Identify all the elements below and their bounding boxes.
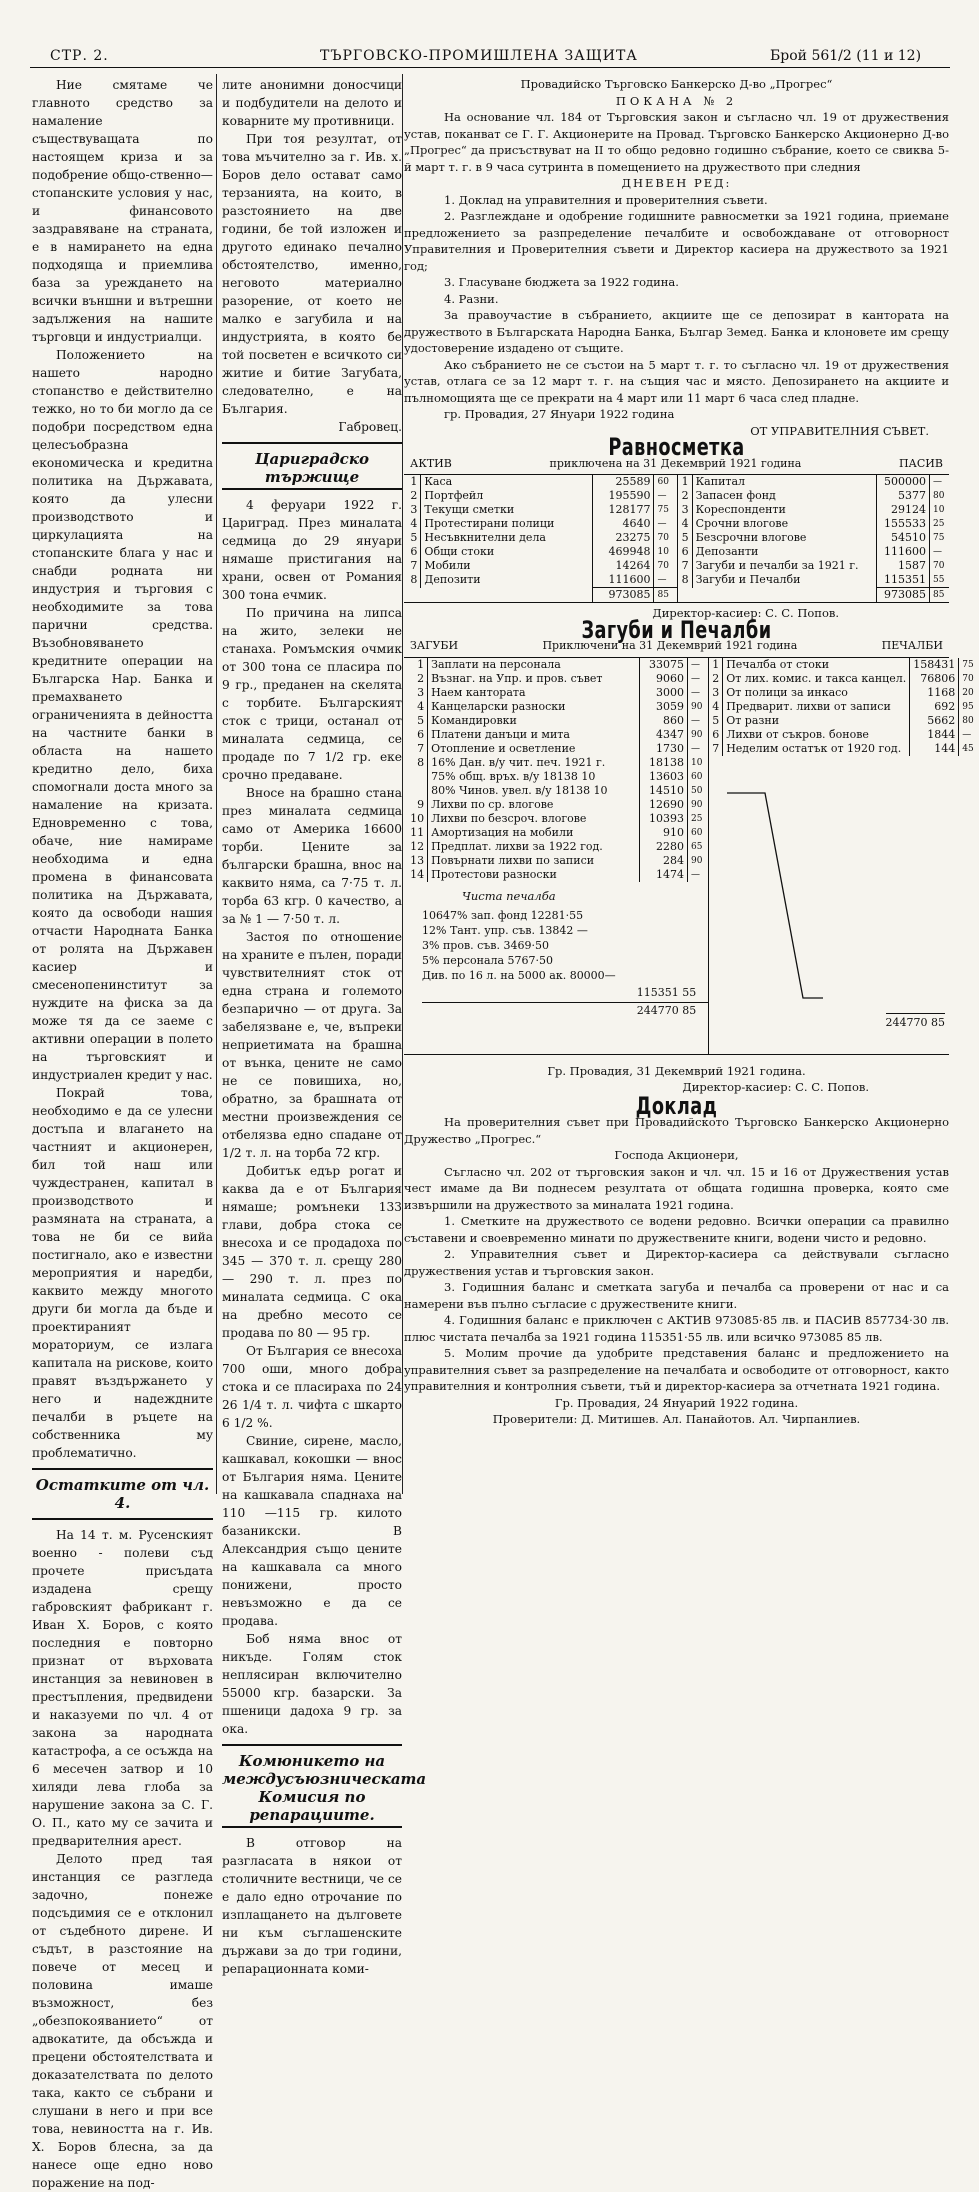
table-row [677,503,949,517]
row-number: 14 [410,867,425,881]
net-profit-line: 5% персонала 5767·50 [422,954,554,967]
row-number: 3 [410,503,418,516]
table-row [677,475,949,489]
row-amount-st: 25 [687,812,708,826]
pl-title: Загуби и Печалби [581,615,772,644]
row-amount-lv: 9060 [639,672,687,686]
auditors: Проверители: Д. Митишев. Ал. Панайотов. Ал. Чирпанлиев. [492,1412,861,1426]
total-row [677,588,949,603]
report-subtitle: На проверителния съвет при Провадийското Търговско Банкерско Акционерно Дружество „Прогрес.“ [404,1115,949,1146]
row-amount-lv: 115351 [876,573,929,588]
table-row [404,784,708,798]
row-number: 6 [681,545,689,558]
section-divider [222,1826,402,1828]
byline: Габровец. [338,420,402,434]
row-amount-lv: 10393 [639,812,687,826]
row-amount-lv: 18138 [639,756,687,770]
total-amount-st: 85 [654,588,677,603]
net-profit-total: 115351 55 [636,986,697,999]
row-amount-st: 80 [930,489,950,503]
row-number: 9 [417,797,425,811]
table-row [677,545,949,559]
director-signature: Директор-касиер: С. С. Попов. [682,1080,869,1094]
row-amount-lv: 144 [910,742,959,756]
row-number: 3 [712,685,720,699]
issue-number: Брой 561/2 (11 и 12) [770,48,922,64]
table-row [404,756,708,770]
row-number: 4 [410,517,418,530]
agenda-item: 1. Доклад на управителния и проверителния съвети. [444,192,768,207]
row-amount-st: 80 [959,714,977,728]
table-row [404,475,677,489]
company-notices [404,76,974,1428]
paragraph: От България се внесоха 700 оши, много добра стока и се пласираха по 24 26 1/4 т. л. чифта с шкарто 6 1/2 %. [222,1344,402,1430]
column-1 [32,76,213,2192]
row-amount-lv: 284 [639,854,687,868]
paragraph: Добитък едър рогат и каква да е от България нямаше; ромънеки 133 глави, добра стока се внесоха и се продадоха по 345 — 370 т. л. срещу 280 — 290 т. л. през по миналата седмица. С ока на дребно месото се продава по 80 — 95 гр. [222,1164,402,1340]
row-number [404,770,428,784]
row-number: 7 [410,559,418,572]
header-rule [30,67,950,68]
agenda-item: 2. Разглеждане и одобрение годишните равносметки за 1921 година, приемане предложението за разпределение печалбите и освобождаване от отговорност Управителния и Проверителния съвети и Директор касиера на дружеството за 1921 год; [404,209,949,273]
row-amount-st: — [687,672,708,686]
section-divider [32,1518,213,1520]
table-row [404,517,677,531]
row-label: Платени данъци и мита [428,728,639,742]
row-label: Несъвкнителни дела [421,531,593,545]
row-number: 4 [712,699,720,713]
total-amount-lv: 973085 [593,588,654,603]
section-divider [32,1468,213,1470]
table-row [404,559,677,573]
agenda-title: ДНЕВЕН РЕД: [621,176,732,190]
row-number [404,784,428,798]
row-amount-st: — [959,728,977,742]
table-row [404,770,708,784]
row-amount-st: 70 [930,559,950,573]
row-label: Общи стоки [421,545,593,559]
section-heading: Цариградско тържище [255,450,369,486]
row-amount-lv: 12690 [639,798,687,812]
row-amount-lv: 5377 [876,489,929,503]
row-number: 3 [681,503,689,516]
row-label: Срочни влогове [692,517,876,531]
row-label: Безсрочни влогове [692,531,876,545]
row-amount-st: 55 [930,573,950,588]
row-amount-st: — [687,714,708,728]
paragraph: На 14 т. м. Русенският военно - полеви съд прочете присъдата издадена срещу габровският фабрикант г. Иван Х. Боров, с която последния е повторно признат от върховата инстанция за невиновен в престъпления, предвидени и наказуеми по чл. 4 от закона за народната катастрофа, а се осъжда на 6 месечен затвор и 10 хиляди лева глоба за нарушение закона за С. Г. О. П., като му се зачита и предварителния арест. [32,1528,213,1848]
row-amount-lv: 111600 [593,573,654,588]
row-number: 7 [712,741,720,755]
assets-table [404,475,677,602]
balance-date: приключена на 31 Декемврий 1921 година [549,456,802,470]
company-name: Провадийско Търговско Банкерско Д-во „Прогрес“ [520,77,833,91]
assets-label: АКТИВ [410,456,452,470]
table-row [404,742,708,756]
losses-label: ЗАГУБИ [410,639,459,652]
row-number: 5 [417,713,425,727]
row-amount-st: 10 [654,545,677,559]
paragraph: При тоя резултат, от това мъчително за г. Ив. х. Боров дело остават само терзанията, на които, в разстоянието на две години, бе той изложен и другото единако печално обстоятелство, именно, неговото материално разорение, от което не малко е загубила и на индустрията, в която бе той посветен е всичкото си житие и битие Загубата, следователно, е на България. [222,132,402,416]
row-amount-lv: 158431 [910,658,959,672]
row-label: Наем кантората [428,686,639,700]
paragraph: 4 феруари 1922 г. Цариград. През миналата седмица до 29 януари нямаше пристигания на храни, освен от Романия 300 тона ечмик. [222,498,402,602]
table-row [709,714,977,728]
row-label: Депозити [421,573,593,588]
profits-table [709,658,977,756]
table-row [404,489,677,503]
paragraph: Съгласно чл. 202 от търговския закон и чл. чл. 15 и 16 от Дружествения устав чест имаме да Ви поднесем резултата от общата годишна проверка, която сме извършили на дружеството за миналата 1921 година. [404,1164,949,1212]
row-amount-lv: 2280 [639,840,687,854]
row-amount-lv: 1474 [639,868,687,882]
row-amount-lv: 195590 [593,489,654,503]
row-amount-st: 75 [930,531,950,545]
paragraph: Делото пред тая инстанция се разгледа задочно, понеже подсъдимия се е отклонил от съдебното дирене. И съдът, в разстояние на повече от месец и половина имаше възможност, без „обезпокояванието“ от адвокатите, да обсъжда и прецени обстоятелствата и доказателствата по делото така, както се събрани и слушани в него и при все това, невиността на г. Ив. Х. Боров блесна, за да нанесе още едно ново поражение на под- [32,1852,213,2190]
row-number: 1 [681,475,689,488]
paragraph: Боб няма внос от никъде. Голям сток неплясиран включително 55000 кгр. базарски. За пшеници дадоха 9 гр. за ока. [222,1632,402,1736]
section-heading: Комюникето на междусъюзническата Комисия по репарациите. [222,1752,427,1824]
row-number: 6 [417,727,425,741]
section-heading: Остатките от чл. 4. [35,1476,210,1512]
profits-label: ПЕЧАЛБИ [881,639,943,652]
closing-stroke [725,783,825,1013]
spacer [404,588,421,603]
row-label: Лихви по ср. влогове [428,798,639,812]
row-number: 1 [410,475,418,488]
table-row [677,489,949,503]
table-row [404,812,708,826]
row-label: Заплати на персонала [428,658,639,672]
spacer [677,588,692,603]
row-number: 6 [712,727,720,741]
row-label: Амортизация на мобили [428,826,639,840]
row-amount-st: — [654,489,677,503]
net-profit-lines [422,908,708,1018]
liabilities-label: ПАСИВ [898,456,943,470]
page-number: СТР. 2. [50,48,109,64]
table-row [404,658,708,672]
paragraph: лите анонимни доносчици и подбудители на делото и коварните му противници. [222,78,402,128]
row-amount-st: 95 [959,700,977,714]
row-amount-lv: 54510 [876,531,929,545]
net-profit-line: 12% Тант. упр. съв. 13842 — [422,924,588,937]
place-date: Гр. Провадия, 31 Декемврий 1921 година. [547,1063,806,1078]
report-title: Доклад [635,1091,718,1120]
row-amount-st: — [687,658,708,672]
paragraph: Застоя по отношение на храните е пълен, поради чувствителният сток от една страна и големото безпарично — от друга. За забелязване е, че, въпреки неприетимата на брашна от вънка, цените не само не се повишиха, но, обратно, за брашната от местни произвеждения се отбелязва едно спадане от 1/2 т. л. на торба 72 кгр. [222,930,402,1160]
row-label: Възнаг. на Упр. и пров. съвет [428,672,639,686]
row-label: Кореспонденти [692,503,876,517]
row-amount-lv: 1844 [910,728,959,742]
row-label: Текущи сметки [421,503,593,517]
row-label: Депозанти [692,545,876,559]
row-label: Портфейл [421,489,593,503]
table-row [404,840,708,854]
row-number: 5 [410,531,418,544]
paragraph: Положението на нашето народно стопанство е действително тежко, но то би могло да се подобри посредством една целесъобразна економическа и кредитна политика на Държавата, която да улесни производството и циркулацията на стопанските блага у нас и снабди родната ни индустрия и търговия с необходимите за това парични средства. Възобновяването кредитните операции на Българска Нар. Банка и премахването ограниченията в дейността на частните банки в областа на нашето кредитно дело, биха спомогнали доста много за намаление на кризата. Едновременно с това, обаче, ние намираме необходима и една промена в финансовата политика на Държавата, която да освободи нашия отчасти Народната Банка от ролята на Държавен касиер и смесенопенинститут за нуждите на фиска за да може тя да се заеме с активни операции в полето на търговският и индустриален кредит у нас. [32,348,213,1082]
net-profit-line: Див. по 16 л. на 5000 ак. 80000— [422,969,616,982]
row-number: 1 [712,657,720,671]
row-amount-st: 70 [654,559,677,573]
row-amount-lv: 3000 [639,686,687,700]
paragraph: 4. Годишния баланс е приключен с АКТИВ 973085·85 лв. и ПАСИВ 857734·30 лв. плюс чистата печалба за 1921 година 115351·55 лв. или всичко 973085 85 лв. [404,1313,949,1344]
row-label: Неделим остатък от 1920 год. [723,742,910,756]
net-profit-line: 3% пров. съв. 3469·50 [422,939,549,952]
row-amount-lv: 4640 [593,517,654,531]
row-amount-lv: 23275 [593,531,654,545]
row-number: 5 [681,531,689,544]
row-amount-st: 90 [687,728,708,742]
spacer [692,588,876,603]
table-row [404,798,708,812]
paragraph: 3. Годишния баланс и сметката загуба и печалба са проверени от нас и са намерени във пълно съгласие с дружествените книги. [404,1280,949,1311]
row-amount-st: 10 [687,756,708,770]
row-label: Протестирани полици [421,517,593,531]
row-amount-lv: 860 [639,714,687,728]
row-label: 80% Чинов. увел. в/у 18138 10 [428,784,639,798]
row-amount-st: 20 [959,686,977,700]
table-row [404,503,677,517]
table-row [404,573,677,588]
row-number: 8 [410,573,418,587]
row-amount-lv: 910 [639,826,687,840]
net-profit-title: Чиста печалба [462,888,556,903]
row-label: От разни [723,714,910,728]
table-row [709,672,977,686]
row-amount-st: 70 [959,672,977,686]
paragraph: Покрай това, необходимо е да се улесни достъпа и влагането на частният и акционерен, бил той наш или чуждестранен, капитал в производството и размяната на страната, а това не би се вийа постигнало, ако е известни мероприятия и наредби, каквито между многото други би могла да бъде и проектираният мораториум, се излага капитала на рискове, които правят въздържането у него и надеждните печалби в ръцете на собственника му проблематично. [32,1086,213,1460]
paragraph: По причина на липса на жито, зелеки не станаха. Ромъмския очмик от 300 тона се пласира по 9 гр., преданен на скелята с торбите. Българският сток с трици, останал от миналата седмица, се продаде по 7 1/2 гр. еке срочно предаване. [222,606,402,782]
page-header [0,0,979,70]
row-amount-st: 60 [687,826,708,840]
row-number: 10 [410,811,425,825]
director-signature: Директор-касиер: С. С. Попов. [652,606,839,620]
table-row [709,686,977,700]
row-amount-st: 45 [959,742,977,756]
row-amount-lv: 25589 [593,475,654,489]
invitation-title: ПОКАНА № 2 [615,93,738,108]
signature: ОТ УПРАВИТЕЛНИЯ СЪВЕТ. [750,423,929,438]
row-label: Лихви от съкров. бонове [723,728,910,742]
row-amount-lv: 4347 [639,728,687,742]
row-number: 2 [681,489,689,502]
row-amount-lv: 128177 [593,503,654,517]
table-row [404,545,677,559]
row-number: 12 [410,839,425,853]
paragraph: На основание чл. 184 от Търговския закон и съгласно чл. 19 от дружествения устав, поканват се Г. Г. Акционерите на Провад. Търговско Банкерско Акционерно Д-во „Прогрес“ да присъствуват на II то общо редовно годишно събрание, което се свиква 5-й март т. г. в 9 часа сутринта в помещението на дружеството при следния [404,110,949,174]
row-amount-lv: 14264 [593,559,654,573]
row-amount-lv: 1168 [910,686,959,700]
row-amount-st: 10 [930,503,950,517]
section-divider [222,442,402,444]
row-amount-st: — [930,475,950,489]
table-row [709,700,977,714]
row-label: 75% общ. връх. в/у 18138 10 [428,770,639,784]
paragraph: Ако събранието не се състои на 5 март т. г. то съгласно чл. 19 от дружествения устав, отлага се за 12 март т. г. на същия час и място. Депозирането на акциите и пълномощията ще се прекрати на 4 март или 11 март 6 часа след пладне. [404,357,949,405]
balance-table [404,474,949,603]
spacer [421,588,593,603]
row-number: 11 [410,825,425,839]
row-amount-st: 90 [687,854,708,868]
section-divider [222,488,402,490]
row-label: Протестови разноски [428,868,639,882]
row-label: Предварит. лихви от записи [723,700,910,714]
table-row [677,573,949,588]
row-label: Командировки [428,714,639,728]
row-number: 2 [712,671,720,685]
row-number: 7 [681,559,689,572]
row-amount-st: 70 [654,531,677,545]
row-amount-st: 60 [654,475,677,489]
row-number: 2 [410,489,418,502]
table-row [404,531,677,545]
row-label: Повърнати лихви по записи [428,854,639,868]
paragraph: За правоучастие в събранието, акциите ще се депозират в кантората на дружеството в Българската Народна Банка, Българ Земед. Банка и клоновете им срещу удостоверение издадено от същите. [404,308,949,355]
profits-total: 244770 85 [886,1013,946,1032]
row-amount-lv: 13603 [639,770,687,784]
row-number: 2 [417,671,425,685]
row-number: 8 [681,573,689,587]
paragraph: 2. Управителния съвет и Директор-касиера са действували съгласно дружествения устав и търговския закон. [404,1247,949,1278]
row-amount-lv: 76806 [910,672,959,686]
row-amount-st: 75 [654,503,677,517]
table-row [709,728,977,742]
table-row [404,854,708,868]
row-amount-lv: 3059 [639,700,687,714]
row-number: 7 [417,741,425,755]
total-row [404,588,677,603]
pl-table [404,657,974,1055]
row-amount-st: — [654,517,677,531]
row-amount-st: 90 [687,798,708,812]
salutation: Господа Акционери, [614,1148,739,1162]
row-number: 5 [712,713,720,727]
paragraph: Свиние, сирене, масло, кашкавал, кокошки — внос от България няма. Цените на кашкавала спаднаха на 110 —115 гр. килото базаникски. В Александрия също цените на кашкавала са много понижени, просто невъзможно е да се продава. [222,1434,402,1628]
table-row [677,517,949,531]
row-label: Загуби и Печалби [692,573,876,588]
row-label: Загуби и печалби за 1921 г. [692,559,876,573]
row-label: Каса [421,475,593,489]
row-label: От лих. комис. и такса канцел. [723,672,910,686]
row-amount-lv: 29124 [876,503,929,517]
row-amount-lv: 5662 [910,714,959,728]
row-amount-lv: 1730 [639,742,687,756]
agenda-item: 3. Гласуване бюджета за 1922 година. [444,275,679,289]
row-number: 4 [681,517,689,530]
table-row [404,868,708,882]
net-profit-line: 10647% зап. фонд 12281·55 [422,909,584,922]
row-label: Канцеларски разноски [428,700,639,714]
row-amount-st: — [930,545,950,559]
losses-column [404,658,708,1054]
row-label: 16% Дан. в/у чит. печ. 1921 г. [428,756,639,770]
row-amount-lv: 111600 [876,545,929,559]
paragraph: В отговор на разгласата в някои от столичните вестници, че се е дало едно отрочание по изплащането на дълговете ни към съглашенските държави за до три години, репарационната коми- [222,1836,402,1976]
row-amount-st: 60 [687,770,708,784]
row-amount-lv: 33075 [639,658,687,672]
row-amount-st: 75 [959,658,977,672]
paragraph: Ние смятаме че главното средство за намаление съществуващата по настоящем криза и за подобрение общо-ственно—стопанските условия у нас, и финансовото заздравяване на страната, е в намирането на една подходяща и приемлива база за уреждането на всички външни и вътрешни задължения на нашите търговци и индустриалци. [32,78,213,344]
losses-total: 244770 85 [422,1002,708,1018]
row-amount-lv: 500000 [876,475,929,489]
pl-date: Приключени на 31 Декемврий 1921 година [542,639,798,652]
newspaper-title: ТЪРГОВСКО-ПРОМИШЛЕНА ЗАЩИТА [320,48,638,64]
row-amount-lv: 14510 [639,784,687,798]
row-number: 4 [417,699,425,713]
table-row [709,742,977,756]
row-label: От полици за инкасо [723,686,910,700]
table-row [404,728,708,742]
losses-table [404,658,708,882]
table-row [404,686,708,700]
row-amount-lv: 1587 [876,559,929,573]
row-number: 1 [417,657,425,671]
total-amount-lv: 973085 [876,588,929,603]
paragraph: 1. Сметките на дружеството се водени редовно. Всички операции са правилно съставени и своевременно минати по дружествените книги, водени чисто и редовно. [404,1214,949,1245]
table-row [404,714,708,728]
row-amount-st: 50 [687,784,708,798]
paragraph: 5. Молим прочие да удобрите представения баланс и предложението на управителния съвет за разпределение на печалбата и освободите от отговорност, както управителния и контролния съвети, тъй и директор-касиера за отчетната 1921 година. [404,1346,949,1393]
column-2 [222,76,427,1978]
place-date: гр. Провадия, 27 Януари 1922 година [444,407,675,421]
row-number: 3 [417,685,425,699]
table-row [677,559,949,573]
row-amount-st: 65 [687,840,708,854]
row-amount-st: 90 [687,700,708,714]
row-label: Капитал [692,475,876,489]
row-number: 8 [417,755,425,769]
row-label: Печалба от стоки [723,658,910,672]
row-label: Предплат. лихви за 1922 год. [428,840,639,854]
paragraph: Вносе на брашно стана през миналата седмица само от Америка 16600 торби. Цените за български брашна, внос на каквито няма, са 7·75 т. л. торба 63 кгр. 0 качество, а за № 1 — 7·50 т. л. [222,786,402,926]
row-label: Мобили [421,559,593,573]
section-divider [222,1744,402,1746]
row-amount-st: — [654,573,677,588]
row-amount-st: — [687,686,708,700]
row-number: 13 [410,853,425,867]
row-amount-lv: 469948 [593,545,654,559]
table-row [709,658,977,672]
row-amount-st: — [687,742,708,756]
table-row [404,700,708,714]
balance-title: Равносметка [608,433,745,461]
row-amount-st: 25 [930,517,950,531]
row-amount-lv: 692 [910,700,959,714]
liabilities-table [677,475,950,602]
row-label: Лихви по безсроч. влогове [428,812,639,826]
row-label: Запасен фонд [692,489,876,503]
row-label: Отопление и осветление [428,742,639,756]
total-amount-st: 85 [930,588,950,603]
place-date: Гр. Провадия, 24 Януарий 1922 година. [554,1395,799,1410]
table-row [404,672,708,686]
row-number: 6 [410,545,418,558]
column-rule [216,74,217,1494]
profits-column [708,657,974,1054]
row-amount-st: — [687,868,708,882]
row-amount-lv: 155533 [876,517,929,531]
table-row [404,826,708,840]
table-row [677,531,949,545]
agenda-item: 4. Разни. [444,291,499,306]
column-rule [402,74,403,1494]
